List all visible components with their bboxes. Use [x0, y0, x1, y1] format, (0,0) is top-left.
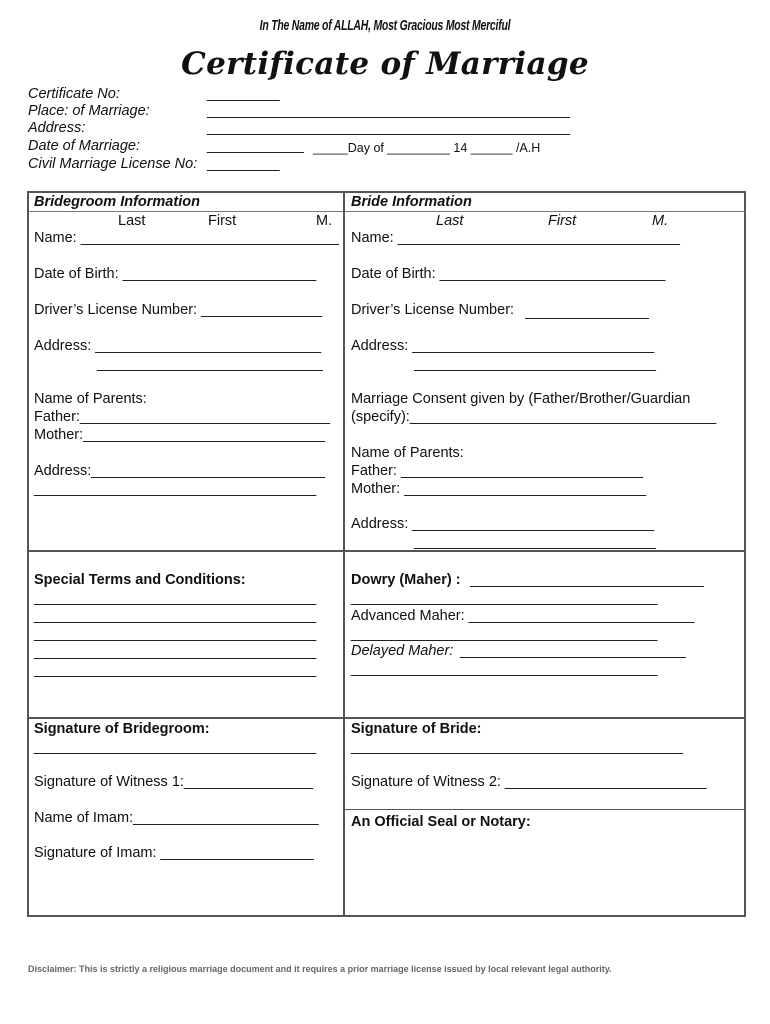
groom-heading-rule [29, 211, 343, 212]
dowry-heading: Dowry (Maher) : [351, 572, 461, 588]
bride-signature-field[interactable]: ___________________________________________ [351, 739, 683, 755]
groom-col-last: Last [118, 213, 146, 229]
special-terms-line-3[interactable]: ___________________________________ [34, 626, 317, 642]
groom-dob-field[interactable]: Date of Birth: ________________________ [34, 266, 317, 282]
certificate-no-field[interactable]: _________ [207, 86, 280, 102]
delayed-maher-field[interactable]: ____________________________ [460, 643, 686, 659]
bride-col-first: First [548, 213, 577, 229]
advanced-maher-line-2[interactable]: ______________________________________ [351, 626, 658, 642]
bride-address-field[interactable]: Address: ______________________________ [351, 338, 655, 354]
groom-signature-label: Signature of Bridegroom: [34, 721, 210, 737]
bride-signature-label: Signature of Bride: [351, 721, 482, 737]
groom-address-field[interactable]: Address: ____________________________ [34, 338, 322, 354]
civil-license-label: Civil Marriage License No: [28, 156, 198, 172]
delayed-maher-label: Delayed Maher: [351, 643, 454, 659]
groom-parents-address-field[interactable]: Address:_____________________________ [34, 463, 326, 479]
bride-col-last: Last [436, 213, 464, 229]
groom-col-first: First [208, 213, 237, 229]
seal-divider [345, 809, 745, 810]
bride-heading: Bride Information [351, 194, 472, 210]
bride-father-field[interactable]: Father: ______________________________ [351, 463, 643, 479]
advanced-maher-field[interactable]: Advanced Maher: ____________________________ [351, 608, 695, 624]
groom-col-m: M. [316, 213, 333, 229]
groom-heading: Bridegroom Information [34, 194, 200, 210]
date-of-marriage-field[interactable]: ____________ [207, 138, 304, 154]
special-terms-heading: Special Terms and Conditions: [34, 572, 246, 588]
groom-parents-address-line-2[interactable]: ___________________________________ [34, 481, 317, 497]
delayed-maher-line-2[interactable]: ______________________________________ [351, 661, 658, 677]
witness-2-signature-field[interactable]: Signature of Witness 2: _________________________ [351, 774, 707, 790]
special-terms-line-5[interactable]: ___________________________________ [34, 662, 317, 678]
groom-license-field[interactable]: Driver’s License Number: _______________ [34, 302, 323, 318]
dowry-field[interactable]: _____________________________ [470, 572, 704, 588]
address-label: Address: [28, 120, 86, 136]
bride-dob-field[interactable]: Date of Birth: ____________________________ [351, 266, 666, 282]
disclaimer-text: Disclaimer: This is strictly a religious marriage document and it requires a prior marriage license issued by local relevant legal authority. [28, 964, 612, 974]
official-seal-label: An Official Seal or Notary: [351, 814, 531, 830]
civil-license-field[interactable]: _________ [207, 156, 280, 172]
special-terms-line-4[interactable]: ___________________________________ [34, 644, 317, 660]
imam-signature-field[interactable]: Signature of Imam: ___________________ [34, 845, 314, 861]
invocation-banner: In The Name of ALLAH, Most Gracious Most Merciful [259, 18, 511, 34]
place-of-marriage-label: Place: of Marriage: [28, 103, 150, 119]
dowry-line-2[interactable]: ______________________________________ [351, 590, 658, 606]
bride-license-label: Driver’s License Number: [351, 302, 515, 318]
certificate-no-label: Certificate No: [28, 86, 120, 102]
marriage-consent-label: Marriage Consent given by (Father/Brother/Guardian [351, 391, 691, 407]
address-field[interactable]: _____________________________________________ [207, 120, 570, 136]
place-of-marriage-field[interactable]: _____________________________________________ [207, 103, 570, 119]
bride-mother-field[interactable]: Mother: ______________________________ [351, 481, 647, 497]
bride-col-m: M. [652, 213, 669, 229]
special-terms-line-2[interactable]: ___________________________________ [34, 608, 317, 624]
groom-parents-label: Name of Parents: [34, 391, 147, 407]
groom-signature-field[interactable]: ___________________________________ [34, 739, 317, 755]
section-divider-2 [27, 717, 746, 719]
bride-parents-address-field[interactable]: Address: ______________________________ [351, 516, 655, 532]
special-terms-line-1[interactable]: ___________________________________ [34, 590, 317, 606]
witness-1-signature-field[interactable]: Signature of Witness 1:________________ [34, 774, 313, 790]
bride-license-field[interactable] [525, 318, 649, 319]
hijri-date-field[interactable]: _____Day of _________ 14 ______ /A.H [313, 141, 541, 155]
imam-name-field[interactable]: Name of Imam:_______________________ [34, 810, 319, 826]
bride-parents-address-line-2[interactable]: ______________________________ [414, 534, 656, 550]
section-divider-1 [27, 550, 746, 552]
date-of-marriage-label: Date of Marriage: [28, 138, 141, 154]
groom-mother-field[interactable]: Mother:______________________________ [34, 427, 326, 443]
groom-name-field[interactable]: Name: ________________________________ [34, 230, 339, 246]
bride-address-line-2[interactable]: ______________________________ [414, 356, 656, 372]
marriage-consent-field[interactable]: (specify):______________________________________ [351, 409, 717, 425]
bride-name-field[interactable]: Name: ___________________________________ [351, 230, 680, 246]
groom-father-field[interactable]: Father:_______________________________ [34, 409, 330, 425]
bride-parents-label: Name of Parents: [351, 445, 464, 461]
bride-heading-rule [345, 211, 745, 212]
groom-address-line-2[interactable]: ____________________________ [97, 356, 323, 372]
document-title: Certificate of Marriage [181, 46, 589, 82]
